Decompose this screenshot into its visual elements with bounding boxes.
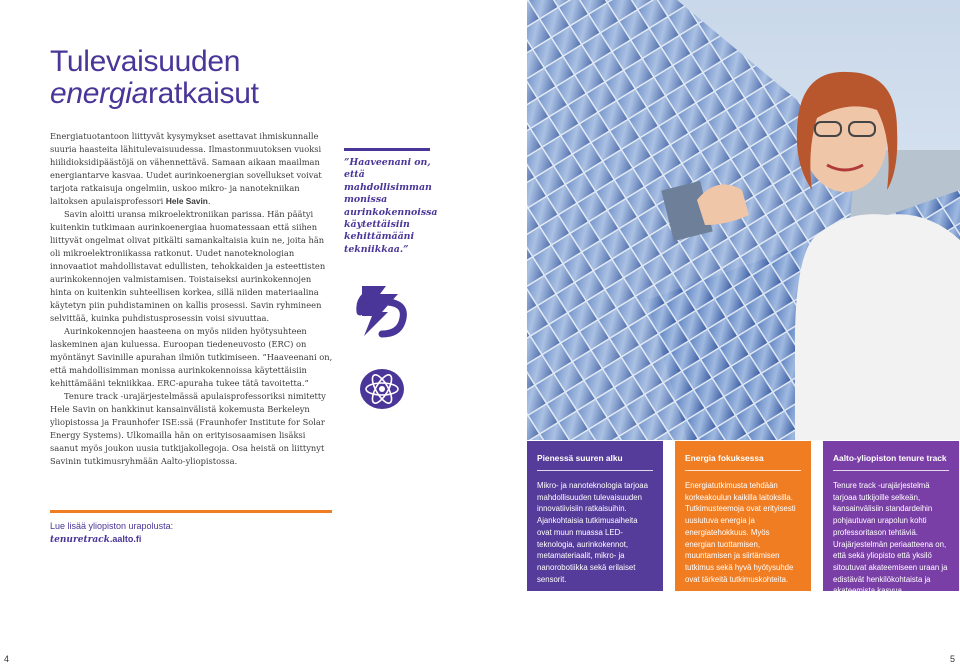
page-number-right: 5 bbox=[950, 654, 956, 664]
paragraph-4: Tenure track -urajärjestelmässä apulaisprofessoriksi nimitetty Hele Savin on hankkinut kansainvälistä kokemusta Berkeleyn yliopistossa ja Fraunhofer ISE:ssä (Fraunhofer Institute for Solar Energy Systems). Ulkomailla hän on erityisosaamisen lisäksi saanut myös joukon uusia tutkijakollegoja. Osa heistä on liittynyt Savinin tutkimusryhmään Aalto-yliopistossa. bbox=[50, 391, 326, 466]
paragraph-1 bbox=[50, 130, 334, 208]
info-box-tenure bbox=[823, 441, 959, 596]
info-box-heading: Energia fokuksessa bbox=[685, 453, 801, 471]
title-rest-part: ratkaisut bbox=[147, 77, 259, 110]
info-box-text: Energiatutkimusta tehdään korkeakoulun kaikilla laitoksilla. Tutkimusteemoja ovat erityisesti uusiutuva energia ja energiatehokkuus. Myös energian tuottamisen, muuntamisen ja siirtämisen tutkimus sekä hyvä hyötysuhde ovat tärkeitä tutkimuskohteita. bbox=[685, 481, 796, 584]
url-rest: .aalto.fi bbox=[109, 534, 142, 544]
info-box-text: Tenure track -urajärjestelmä tarjoaa tutkijoille selkeän, kansainvälisiin standardeihin pohjautuvan urapolun kohti professoritason tehtäviä. Urajärjestelmän periaatteena on, että sekä yliopisto että yksilö sitoutuvat akateemiseen uraan ja edistävät henkilökohtaista ja akateemista kasvua. bbox=[833, 481, 948, 596]
person-name: Hele Savin bbox=[165, 196, 208, 206]
read-more-link[interactable] bbox=[50, 533, 173, 547]
paragraph-1-end: . bbox=[207, 196, 211, 206]
info-box-heading: Aalto-yliopiston tenure track bbox=[833, 453, 949, 471]
read-more-rule bbox=[50, 510, 332, 513]
paragraph-2: Savin aloitti uransa mikroelektroniikan parissa. Hän päätyi kuitenkin tutkimaan aurinkoenergiaa huomatessaan että siihen liittyvät ongelmat olivat pitkälti samankaltaisia kuin ne, joita hän oli mikroelektroniikassa ratkonut. Uudet nanoteknologian innovaatiot mahdollistavat edullisten, tehokkaiden ja esteettisten aurinkokennojen valmistamisen. Toistaiseksi aurinkokennojen hinta on kuitenkin suhteellisen korkea, sillä niiden materiaalina käytetyn piin puhdistaminen on kallis prosessi. Savin ryhmineen selvittää, kuinka puhdistusprosessin voisi sivuuttaa. bbox=[50, 209, 326, 323]
title-line-1: Tulevaisuuden bbox=[50, 45, 241, 78]
atom-icon bbox=[356, 364, 408, 414]
info-box-energia bbox=[675, 441, 811, 591]
pull-quote: ”Haaveenani on, että mahdollisimman monissa aurinkokennoissa käytettäisiin kehittämääni tekniikkaa.” bbox=[344, 157, 438, 255]
info-box-pienessa bbox=[527, 441, 663, 591]
page-title bbox=[50, 46, 259, 110]
page-number-left: 4 bbox=[4, 654, 10, 664]
article-body bbox=[50, 130, 334, 468]
paragraph-1-text: Energiatuotantoon liittyvät kysymykset asettavat ihmiskunnalle suuria haasteita lähitulevaisuudessa. Ilmastonmuutoksen vuoksi hiilidioksidipäästöjä on vähennettävä. Samaan aikaan maailman energiantarve kasvaa. Uudet aurinkoenergian sovellukset voivat tarjota ratkaisuja ongelmiin, uskoo mikro- ja nanotekniikan laitoksen apulaisprofessori bbox=[50, 131, 322, 206]
read-more-label: Lue lisää yliopiston urapolusta: bbox=[50, 521, 174, 531]
title-line-2 bbox=[50, 78, 259, 110]
quote-rule bbox=[344, 148, 430, 151]
info-box-text: Mikro- ja nanoteknologia tarjoaa mahdollisuuden tulevaisuuden innovatiivisiin ratkaisuihin. Ajankohtaisia tutkimusaiheita ovat muun muassa LED-teknologia, aurinkokennot, metamateriaalit, mikro- ja nanorobotiikka sekä erilaiset sensorit. bbox=[537, 481, 648, 584]
read-more bbox=[50, 520, 173, 547]
energy-symbol-icon bbox=[352, 282, 412, 342]
paragraph-3: Aurinkokennojen haasteena on myös niiden hyötysuhteen laskeminen ajan kuluessa. Euroopan tiedeneuvosto (ERC) on myöntänyt Savinille apurahan ilmiön tutkimiseen. ”Haaveenani on, että mahdollisimman monissa aurinkokennoissa käytettäisiin kehittämääni tekniikkaa. ERC-apuraha tukee tätä tavoitetta.” bbox=[50, 326, 333, 388]
title-italic-part: energia bbox=[50, 77, 148, 110]
solar-panel-photo bbox=[527, 0, 960, 440]
info-box-heading: Pienessä suuren alku bbox=[537, 453, 653, 471]
url-italic: tenuretrack bbox=[50, 535, 110, 545]
